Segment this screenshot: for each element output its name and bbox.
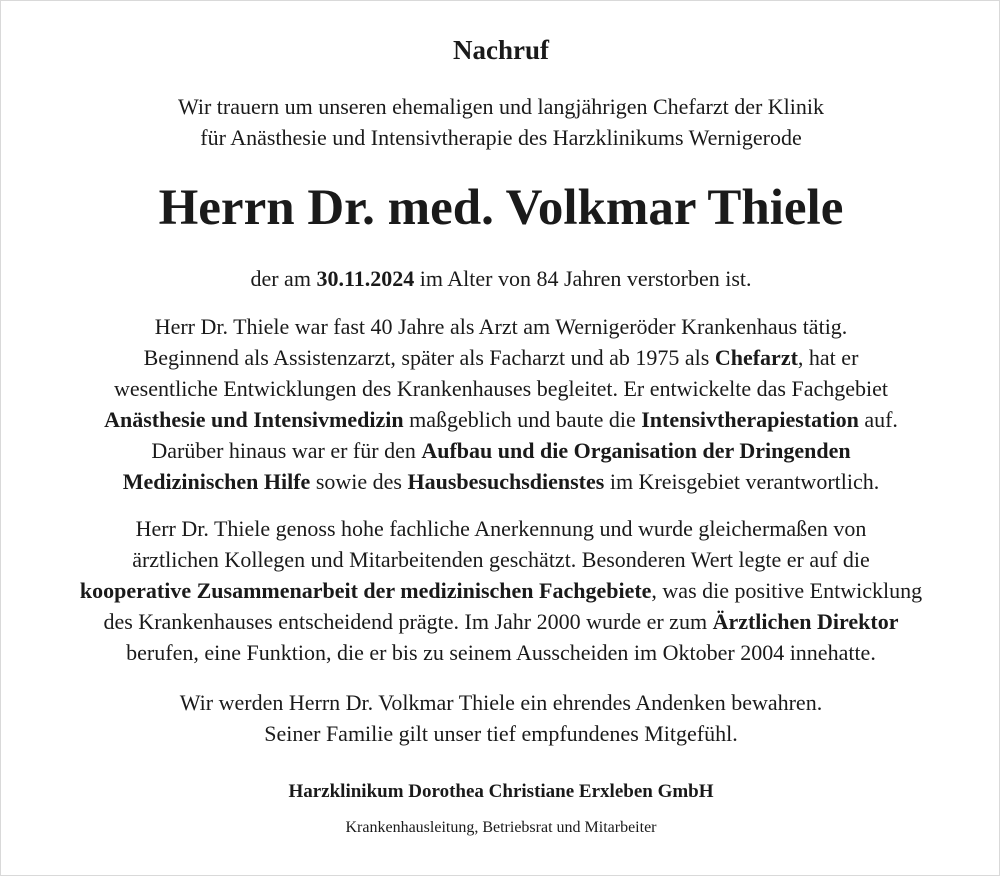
closing-paragraph [1,687,1000,749]
death-line [1,263,1000,294]
paragraph-line [1,404,1000,435]
highlight-cooperation: kooperative Zusammenarbeit der medizinischen Fachgebiete [79,578,652,603]
paragraph-line: Seiner Familie gilt unser tief empfundenes Mitgefühl. [264,721,738,746]
text-run: des Krankenhauses entscheidend prägte. Im Jahr 2000 wurde er zum [103,609,713,634]
death-text-before: der am [250,266,317,291]
deceased-name: Herrn Dr. med. Volkmar Thiele [158,180,844,236]
paragraph-line: Herr Dr. Thiele genoss hohe fachliche Anerkennung und wurde gleichermaßen von [135,516,867,541]
death-text-after: im Alter von 84 Jahren verstorben ist. [414,266,752,291]
highlight-hilfe: Medizinischen Hilfe [122,469,311,494]
paragraph-line: Wir werden Herrn Dr. Volkmar Thiele ein ehrendes Andenken bewahren. [179,690,823,715]
paragraph-line [1,466,1000,497]
paragraph-line [1,606,1000,637]
highlight-director: Ärztlichen Direktor [712,609,899,634]
signatories: Krankenhausleitung, Betriebsrat und Mitarbeiter [345,819,657,836]
career-paragraph [1,311,1000,497]
paragraph-line: wesentliche Entwicklungen des Krankenhauses begleitet. Er entwickelte das Fachgebiet [113,376,888,401]
intro-text [1,91,1000,153]
text-run: auf. [858,407,898,432]
text-run: , hat er [797,345,859,370]
death-statement [1,263,1000,294]
text-run: sowie des [310,469,408,494]
highlight-chefarzt: Chefarzt [714,345,798,370]
highlight-organisation: Aufbau und die Organisation der Dringenden [421,438,851,463]
paragraph-line [1,435,1000,466]
organization-name: Harzklinikum Dorothea Christiane Erxleben GmbH [288,781,714,802]
paragraph-line [1,575,1000,606]
paragraph-line: berufen, eine Funktion, die er bis zu seinem Ausscheiden im Oktober 2004 innehatte. [126,640,876,665]
intro-line: Wir trauern um unseren ehemaligen und langjährigen Chefarzt der Klinik [177,94,825,119]
text-run: im Kreisgebiet verantwortlich. [604,469,880,494]
highlight-hausbesuch: Hausbesuchsdienstes [407,469,605,494]
notice-title: Nachruf [453,35,549,65]
text-run: maßgeblich und baute die [403,407,642,432]
highlight-field: Anästhesie und Intensivmedizin [104,407,404,432]
intro-line: für Anästhesie und Intensivtherapie des Harzklinikums Wernigerode [200,125,802,150]
recognition-paragraph [1,513,1000,668]
text-run: , was die positive Entwicklung [651,578,923,603]
highlight-station: Intensivtherapiestation [641,407,859,432]
text-run: Darüber hinaus war er für den [151,438,422,463]
paragraph-line: Herr Dr. Thiele war fast 40 Jahre als Arzt am Wernigeröder Krankenhaus tätig. [154,314,848,339]
paragraph-line [1,342,1000,373]
text-run: Beginnend als Assistenzarzt, später als Facharzt und ab 1975 als [143,345,715,370]
paragraph-line: ärztlichen Kollegen und Mitarbeitenden geschätzt. Besonderen Wert legte er auf die [132,547,870,572]
death-date: 30.11.2024 [316,266,415,291]
